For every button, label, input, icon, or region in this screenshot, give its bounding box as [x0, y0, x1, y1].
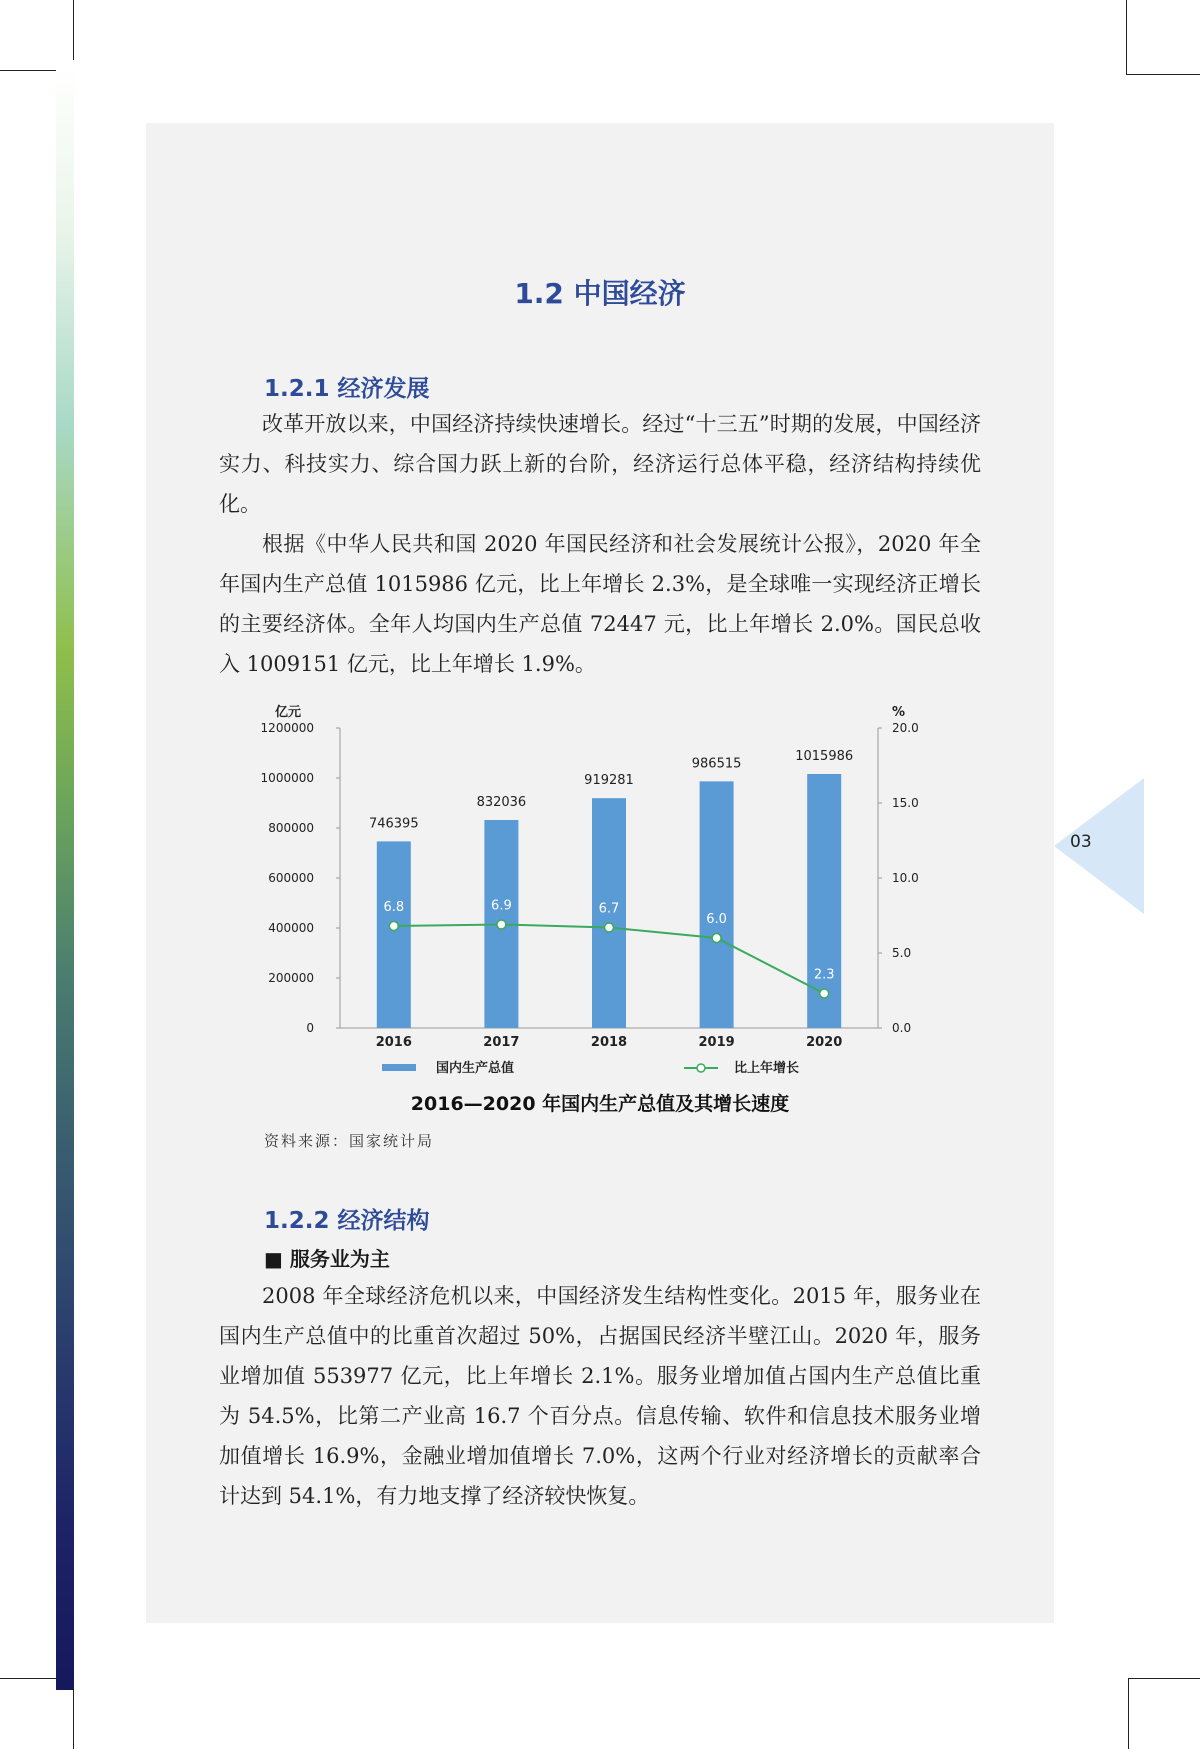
- crop-mark: [73, 1690, 74, 1749]
- subsection-heading: 1.2.1 经济发展: [264, 376, 430, 402]
- bar-data-label: 919281: [584, 773, 634, 789]
- bar-data-label: 1015986: [795, 749, 854, 765]
- y-tick-label-right: 5.0: [892, 946, 912, 960]
- growth-point: [497, 920, 506, 929]
- legend-line-label: 比上年增长: [734, 1061, 800, 1076]
- x-tick-label: 2018: [590, 1035, 628, 1050]
- crop-mark: [0, 70, 56, 71]
- crop-mark: [1126, 0, 1127, 74]
- crop-mark: [1128, 1678, 1129, 1749]
- growth-data-label: 6.0: [706, 912, 727, 927]
- subheading: ■ 服务业为主: [264, 1247, 390, 1271]
- crop-mark: [0, 1678, 56, 1679]
- y-tick-label-right: 10.0: [892, 871, 919, 885]
- growth-data-label: 6.7: [598, 901, 620, 917]
- crop-mark: [73, 0, 74, 60]
- x-tick-label: 2017: [483, 1035, 520, 1050]
- chart-title: 2016—2020 年国内生产总值及其增长速度: [410, 1093, 790, 1115]
- y-tick-label-left: 1000000: [260, 771, 314, 785]
- legend-bar-label: 国内生产总值: [436, 1061, 515, 1076]
- growth-data-label: 2.3: [813, 967, 835, 983]
- y-tick-label-left: 200000: [268, 971, 314, 985]
- bar-data-label: 746395: [368, 816, 419, 832]
- y-tick-label-right: 15.0: [892, 796, 919, 810]
- triangle-icon: [1054, 778, 1144, 914]
- y-tick-label-left: 800000: [268, 821, 314, 835]
- gdp-chart: [240, 700, 940, 1090]
- y-tick-label-left: 600000: [268, 871, 314, 885]
- growth-point: [712, 934, 721, 943]
- growth-point: [820, 989, 829, 998]
- page-tab: [1054, 778, 1144, 914]
- y-tick-label-left: 0: [306, 1021, 314, 1035]
- legend-line-marker: [697, 1064, 705, 1072]
- subsection-heading: 1.2.2 经济结构: [264, 1208, 430, 1234]
- crop-mark: [1126, 74, 1200, 75]
- x-tick-label: 2016: [375, 1035, 412, 1050]
- growth-point: [389, 922, 398, 931]
- growth-data-label: 6.8: [383, 900, 405, 915]
- y-axis-label-right: %: [892, 705, 906, 720]
- section-title: 1.2 中国经济: [514, 277, 686, 310]
- x-tick-label: 2019: [698, 1035, 735, 1050]
- page-number: 03: [1070, 832, 1092, 852]
- bar: [700, 781, 734, 1028]
- growth-data-label: 6.9: [491, 898, 512, 914]
- x-tick-label: 2020: [806, 1035, 843, 1050]
- y-tick-label-left: 1200000: [260, 721, 314, 735]
- growth-point: [605, 923, 614, 932]
- bar-data-label: 832036: [476, 794, 527, 810]
- paragraph: 改革开放以来，中国经济持续快速增长。经过“十三五”时期的发展，中国经济实力、科技实力、综合国力跃上新的台阶，经济运行总体平稳，经济结构持续优化。: [219, 412, 981, 516]
- y-tick-label-right: 20.0: [892, 721, 919, 735]
- y-tick-label-right: 0.0: [892, 1021, 912, 1035]
- crop-mark: [1128, 1678, 1200, 1679]
- y-axis-label-left: 亿元: [274, 705, 302, 720]
- paragraph: 根据《中华人民共和国 2020 年国民经济和社会发展统计公报》，2020 年全年国内生产总值 1015986 亿元，比上年增长 2.3%，是全球唯一实现经济正增长的主要经济体。全年人均国内生产总值 72447 元，比上年增长 2.0%。国民总收入 1009151 亿元，比上年增长 1.9%。: [219, 532, 981, 676]
- bar-data-label: 986515: [691, 756, 742, 772]
- bar: [377, 841, 411, 1028]
- y-tick-label-left: 400000: [268, 921, 314, 935]
- legend-bar-swatch: [382, 1064, 416, 1071]
- paragraph: 2008 年全球经济危机以来，中国经济发生结构性变化。2015 年，服务业在国内生产总值中的比重首次超过 50%，占据国民经济半壁江山。2020 年，服务业增加值 553977 亿元，比上年增长 2.1%。服务业增加值占国内生产总值比重为 54.5%，比第二产业高 16.7 个百分点。信息传输、软件和信息技术服务业增加值增长 16.9%，金融业增加值增长 7.0%，这两个行业对经济增长的贡献率合计达到 54.1%，有力地支撑了经济较快恢复。: [219, 1284, 981, 1508]
- source-note: 资料来源：国家统计局: [264, 1132, 435, 1150]
